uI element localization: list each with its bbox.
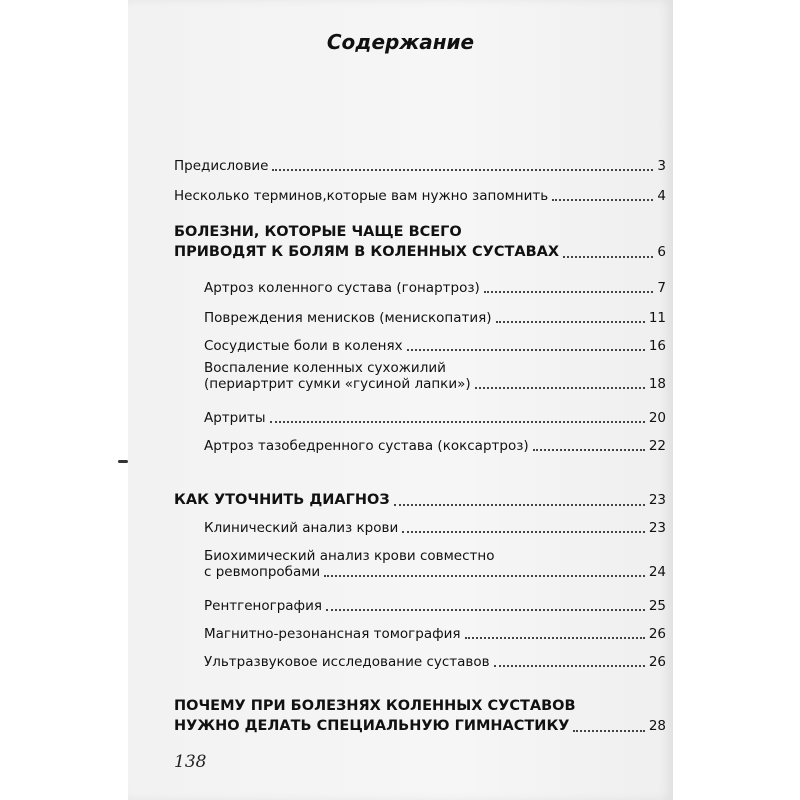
dot-leader [494,665,645,667]
dot-leader [563,256,653,258]
toc-entry [204,598,666,614]
dot-leader [394,504,645,506]
toc-entry-multiline [204,360,666,392]
toc-entry-text: Воспаление коленных сухожилий [204,360,446,376]
toc-page-number: 26 [648,626,666,642]
dot-leader [533,449,645,451]
toc-entry-text: Артриты [204,410,266,426]
toc-entry-text: с ревмопробами [204,564,321,580]
toc-entry-text: Биохимический анализ крови совместно [204,548,495,564]
toc-entry-text: Ультразвуковое исследование суставов [204,654,490,670]
dot-leader [270,421,645,423]
toc-page-number: 25 [648,598,666,614]
dot-leader [496,321,645,323]
toc-entry [204,520,666,536]
toc-page-number: 6 [657,244,666,260]
toc-page-number: 4 [657,188,666,204]
toc-entry-text: Несколько терминов,которые вам нужно запомнить [174,188,549,204]
toc-page-number: 22 [648,438,666,454]
toc-page-number: 16 [648,338,666,354]
toc-entry-terms [174,188,666,204]
toc-page-number: 26 [648,654,666,670]
toc-page-number: 7 [657,280,666,296]
dot-leader [573,730,644,732]
toc-entry-text: Предисловие [174,158,269,174]
dot-leader [465,637,645,639]
toc-section-gymnastics [174,696,666,736]
toc-entry [204,338,666,354]
section-heading-line: НУЖНО ДЕЛАТЬ СПЕЦИАЛЬНУЮ ГИМНАСТИКУ [174,718,570,734]
toc-page-number: 18 [648,376,666,392]
toc-entry [204,410,666,426]
dot-leader [407,349,645,351]
section-heading-line: ПРИВОДЯТ К БОЛЯМ В КОЛЕННЫХ СУСТАВАХ [174,244,560,260]
dot-leader [484,291,654,293]
toc-entry [204,626,666,642]
dot-leader [402,531,645,533]
toc-entry-text: Артроз тазобедренного сустава (коксартроз) [204,438,529,454]
toc-entry-text: Артроз коленного сустава (гонартроз) [204,280,480,296]
dot-leader [326,609,645,611]
dot-leader [272,169,653,171]
toc-section-diseases [174,222,666,262]
section-heading-line: ПОЧЕМУ ПРИ БОЛЕЗНЯХ КОЛЕННЫХ СУСТАВОВ [174,698,576,714]
toc-section-diagnosis [174,490,666,510]
section-heading-line: БОЛЕЗНИ, КОТОРЫЕ ЧАЩЕ ВСЕГО [174,224,462,240]
section-heading-line: КАК УТОЧНИТЬ ДИАГНОЗ [174,492,390,508]
toc-entry [204,310,666,326]
page-title: Содержание [326,30,475,54]
dot-leader [552,199,653,201]
toc-page-number: 3 [657,158,666,174]
toc-entry-text: Сосудистые боли в коленях [204,338,403,354]
toc-page-number: 23 [648,520,666,536]
print-speck [118,460,128,463]
toc-page-number: 24 [648,564,666,580]
toc-page-number: 28 [648,718,666,734]
dot-leader [324,575,645,577]
toc-entry-multiline [204,548,666,580]
toc-entry [204,654,666,670]
toc-entry-text: Повреждения менисков (менископатия) [204,310,492,326]
book-page [128,0,673,800]
toc-entry [204,280,666,296]
page-number: 138 [174,752,207,772]
toc-page-number: 20 [648,410,666,426]
toc-entry-preface [174,158,666,174]
toc-entry-text: Клинический анализ крови [204,520,399,536]
toc-entry-text: (периартрит сумки «гусиной лапки») [204,376,471,392]
toc-entry-text: Магнитно-резонансная томография [204,626,461,642]
dot-leader [475,387,645,389]
toc-entry-text: Рентгенография [204,598,322,614]
toc-entry [204,438,666,454]
toc-page-number: 23 [648,492,666,508]
toc-page-number: 11 [648,310,666,326]
